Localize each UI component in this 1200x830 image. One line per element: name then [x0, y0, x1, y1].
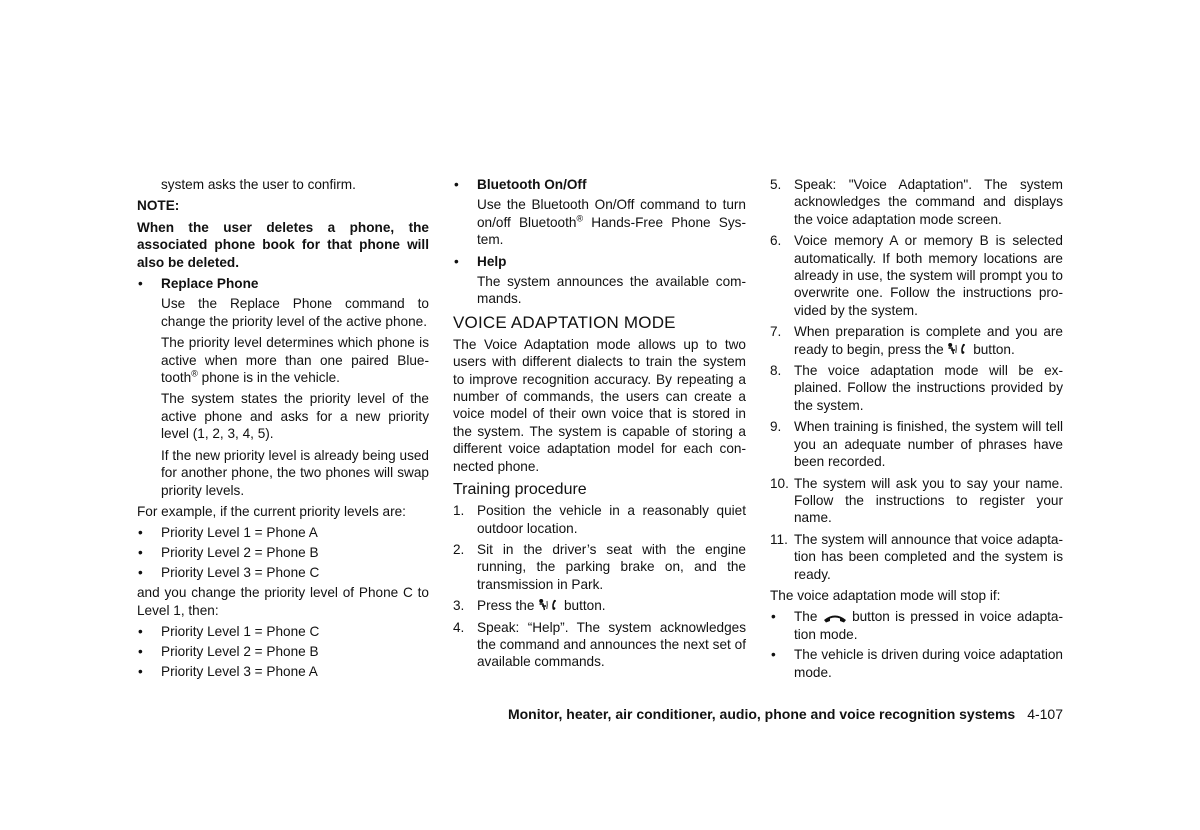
step-text: The voice adaptation mode will be ex- plained. Follow the instructions provided by the system.: [794, 363, 1063, 413]
stop-condition-item: [770, 646, 1063, 681]
step-text: button.: [563, 598, 606, 614]
bullet-icon: •: [138, 276, 143, 292]
replace-phone-title: Replace Phone: [161, 276, 259, 292]
bluetooth-title: Bluetooth On/Off: [477, 177, 587, 192]
step-text: Sit in the driver’s seat with the engine running, the parking brake on, and the transmission in Park.: [477, 541, 746, 592]
registered-mark: ®: [576, 213, 584, 224]
bullet-icon: •: [771, 647, 776, 663]
list-item-text: Priority Level 1 = Phone A: [161, 525, 318, 541]
step-number: 3.: [453, 598, 465, 614]
list-item: [137, 663, 429, 680]
replace-phone-desc-3: The system states the priority level of the active phone and asks for a new priority level (1, 2, 3, 4, 5).: [161, 391, 429, 442]
list-item-text: Priority Level 1 = Phone C: [161, 624, 320, 640]
note-text: When the user deletes a phone, the associated phone book for that phone will also be deleted.: [137, 219, 429, 270]
step-number: 11.: [770, 531, 788, 547]
replace-phone-item: [137, 275, 429, 292]
replace-phone-desc-2a: The priority level determines which phone is active when more than one paired Blue- tooth: [161, 335, 429, 386]
list-item-text: Priority Level 3 = Phone C: [161, 565, 320, 581]
bluetooth-desc: [453, 196, 746, 248]
step-item: [770, 418, 1063, 470]
column-3: [770, 176, 1063, 684]
step-number: 6.: [770, 233, 782, 249]
step-text: The system will announce that voice adapta- tion has been completed and the system is ready.: [794, 531, 1063, 582]
footer-section-title: Monitor, heater, air conditioner, audio, phone and voice recognition systems: [507, 706, 1016, 722]
step-item: [453, 619, 746, 671]
list-item: [137, 544, 429, 561]
step-number: 8.: [770, 363, 782, 379]
replace-phone-desc-2: [137, 334, 429, 386]
phone-hangup-icon: [823, 613, 847, 623]
step-text: button.: [973, 341, 1015, 357]
bluetooth-item: [453, 176, 746, 193]
step-number: 10.: [770, 475, 789, 491]
bullet-icon: •: [771, 609, 776, 625]
step-text: The system will ask you to say your name. Follow the instructions to register your name.: [794, 475, 1063, 526]
talk-phone-icon: [538, 598, 560, 612]
step-number: 1.: [453, 503, 465, 519]
voice-adaptation-heading: VOICE ADAPTATION MODE: [453, 312, 676, 332]
voice-adaptation-desc: The Voice Adaptation mode allows up to two users with different dialects to train the system to improve recognition accuracy. By repeating a number of commands, the users can create a voice model of their own voice that is stored in the system. The system is capable of storing a different voice adaptation model for each con- nected phone.: [453, 336, 746, 474]
replace-phone-desc-2b: phone is in the vehicle.: [197, 370, 340, 386]
replace-phone-desc-4: If the new priority level is already being used for another phone, the two phones will swap priority levels.: [161, 447, 429, 498]
bullet-icon: •: [138, 565, 143, 581]
column-2: [453, 176, 746, 675]
step-text: When preparation is complete and you are ready to begin, press the: [794, 324, 1063, 357]
stop-condition-text: The: [794, 609, 818, 625]
page-footer: [508, 705, 1063, 723]
continued-text: system asks the user to confirm.: [161, 177, 356, 192]
bluetooth-desc-b: Hands-Free Phone Sys- tem.: [477, 214, 746, 248]
bullet-icon: •: [454, 177, 459, 192]
list-item-text: Priority Level 3 = Phone A: [161, 664, 318, 680]
bullet-icon: •: [454, 253, 459, 269]
help-title: Help: [477, 253, 507, 269]
list-item: [137, 564, 429, 581]
step-number: 7.: [770, 324, 782, 340]
step-item: [770, 475, 1063, 527]
list-item: [137, 524, 429, 541]
list-item-text: Priority Level 2 = Phone B: [161, 545, 319, 561]
step-item: [770, 232, 1063, 319]
step-text: Speak: “Help”. The system acknowledges the command and announces the next set of available commands.: [477, 619, 746, 670]
step-item: [453, 502, 746, 537]
example-intro: For example, if the current priority levels are:: [137, 503, 406, 519]
column-1: [137, 176, 429, 683]
bluetooth-desc-a: Use the Bluetooth On/Off command to turn on/off Bluetooth: [477, 197, 746, 230]
step-number: 2.: [453, 541, 465, 557]
step-text: Speak: "Voice Adaptation". The system acknowledges the command and displays the voice adaptation mode screen.: [794, 177, 1063, 227]
list-item: [137, 643, 429, 660]
step-item: [453, 597, 746, 614]
stop-intro: The voice adaptation mode will stop if:: [770, 587, 1001, 603]
change-text: and you change the priority level of Phone C to Level 1, then:: [137, 585, 429, 618]
step-item: [770, 362, 1063, 414]
bullet-icon: •: [138, 644, 143, 660]
step-item: [770, 323, 1063, 358]
replace-phone-desc-1: Use the Replace Phone command to change the priority level of the active phone.: [161, 296, 429, 329]
step-text: Voice memory A or memory B is selected automatically. If both memory locations are already in use, the system will prompt you to overwrite one. Follow the instructions pro- vided by the system.: [794, 233, 1063, 318]
step-text: When training is finished, the system will tell you an adequate number of phrases have been recorded.: [794, 419, 1063, 470]
stop-condition-text: button is pressed in voice adapta- tion mode.: [794, 609, 1063, 642]
list-item-text: Priority Level 2 = Phone B: [161, 644, 319, 660]
bullet-icon: •: [138, 545, 143, 561]
note-label: NOTE:: [137, 198, 180, 214]
talk-phone-icon: [947, 342, 969, 356]
step-number: 9.: [770, 419, 782, 435]
bullet-icon: •: [138, 664, 143, 680]
bullet-icon: •: [138, 624, 143, 640]
stop-condition-item: [770, 608, 1063, 643]
list-item: [137, 623, 429, 640]
step-number: 5.: [770, 177, 782, 192]
step-item: [770, 176, 1063, 228]
step-number: 4.: [453, 619, 465, 635]
help-desc: The system announces the available com- mands.: [477, 274, 746, 307]
page-number: 4-107: [1027, 706, 1063, 722]
help-item: [453, 253, 746, 270]
step-item: [453, 541, 746, 593]
registered-mark: ®: [191, 368, 198, 379]
stop-condition-text: The vehicle is driven during voice adaptation mode.: [794, 647, 1063, 680]
step-text: Press the: [477, 598, 535, 614]
training-procedure-heading: Training procedure: [453, 481, 587, 499]
step-text: Position the vehicle in a reasonably quiet outdoor location.: [477, 503, 746, 536]
step-item: [770, 531, 1063, 583]
bullet-icon: •: [138, 525, 143, 541]
